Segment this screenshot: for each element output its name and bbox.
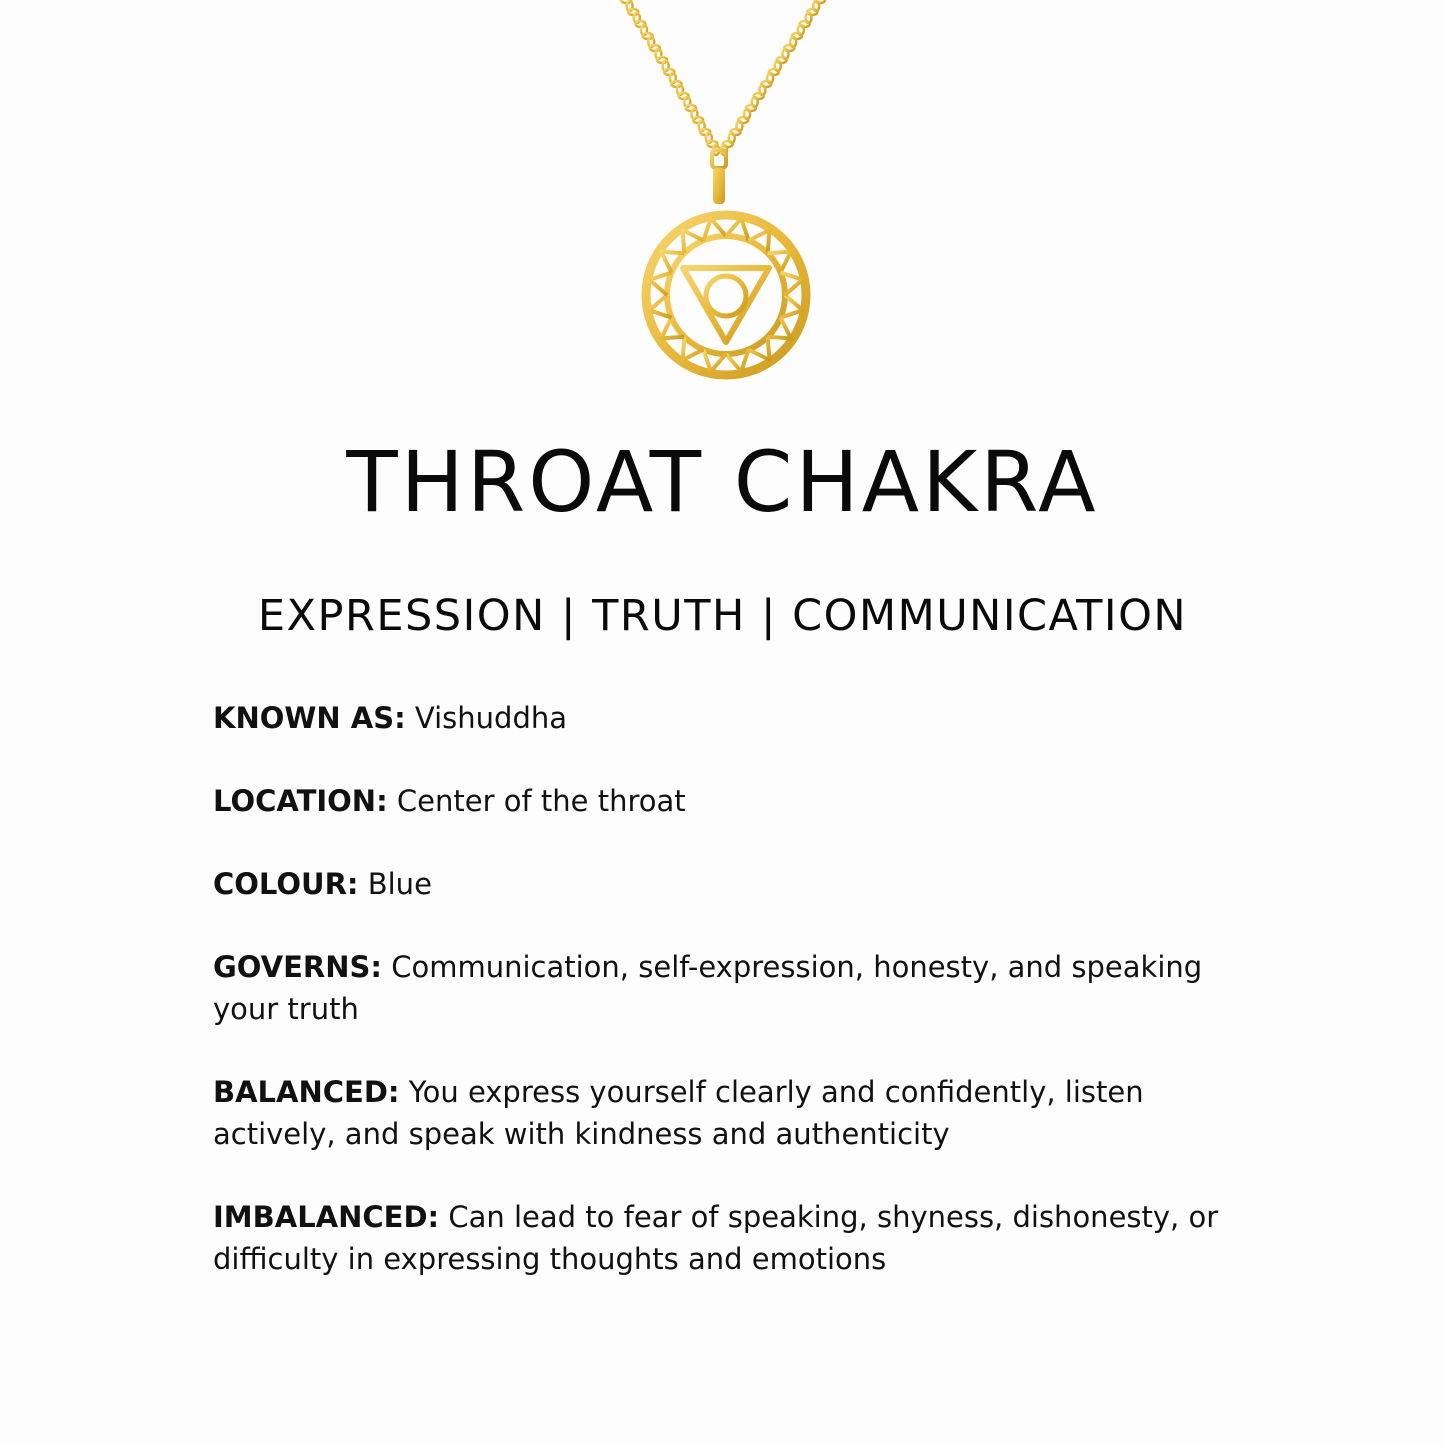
facts-list — [213, 697, 1243, 1321]
chain-left — [621, 0, 719, 155]
fact-value: Center of the throat — [396, 784, 686, 818]
chain-right — [721, 0, 825, 155]
fact-label: LOCATION: — [213, 784, 388, 818]
fact-value: Vishuddha — [414, 701, 568, 735]
fact-label: COLOUR: — [213, 867, 359, 901]
fact-label: GOVERNS: — [213, 950, 383, 984]
fact-label: BALANCED: — [213, 1075, 400, 1109]
fact-label: KNOWN AS: — [213, 701, 406, 735]
page-subtitle: EXPRESSION | TRUTH | COMMUNICATION — [257, 591, 1188, 641]
pendant-image — [0, 0, 1445, 400]
fact-location — [213, 780, 1243, 822]
inner-triangle — [683, 268, 769, 342]
fact-known-as — [213, 697, 1243, 739]
fact-value: Communication, self-expression, honesty, and speaking your truth — [213, 950, 1203, 1026]
fact-governs — [213, 946, 1243, 1030]
fact-balanced — [213, 1071, 1243, 1155]
fact-value: Blue — [367, 867, 432, 901]
page-title: THROAT CHAKRA — [346, 433, 1099, 531]
center-circle — [706, 276, 746, 316]
fact-imbalanced — [213, 1196, 1243, 1280]
fact-value: Can lead to fear of speaking, shyness, dishonesty, or difficulty in expressing thoughts and emotions — [213, 1200, 1219, 1276]
fact-colour — [213, 863, 1243, 905]
bail — [713, 168, 725, 204]
fact-value: You express yourself clearly and confidently, listen actively, and speak with kindness and authenticity — [213, 1075, 1144, 1151]
throat-chakra-pendant-icon — [0, 0, 1445, 400]
fact-label: IMBALANCED: — [213, 1200, 440, 1234]
